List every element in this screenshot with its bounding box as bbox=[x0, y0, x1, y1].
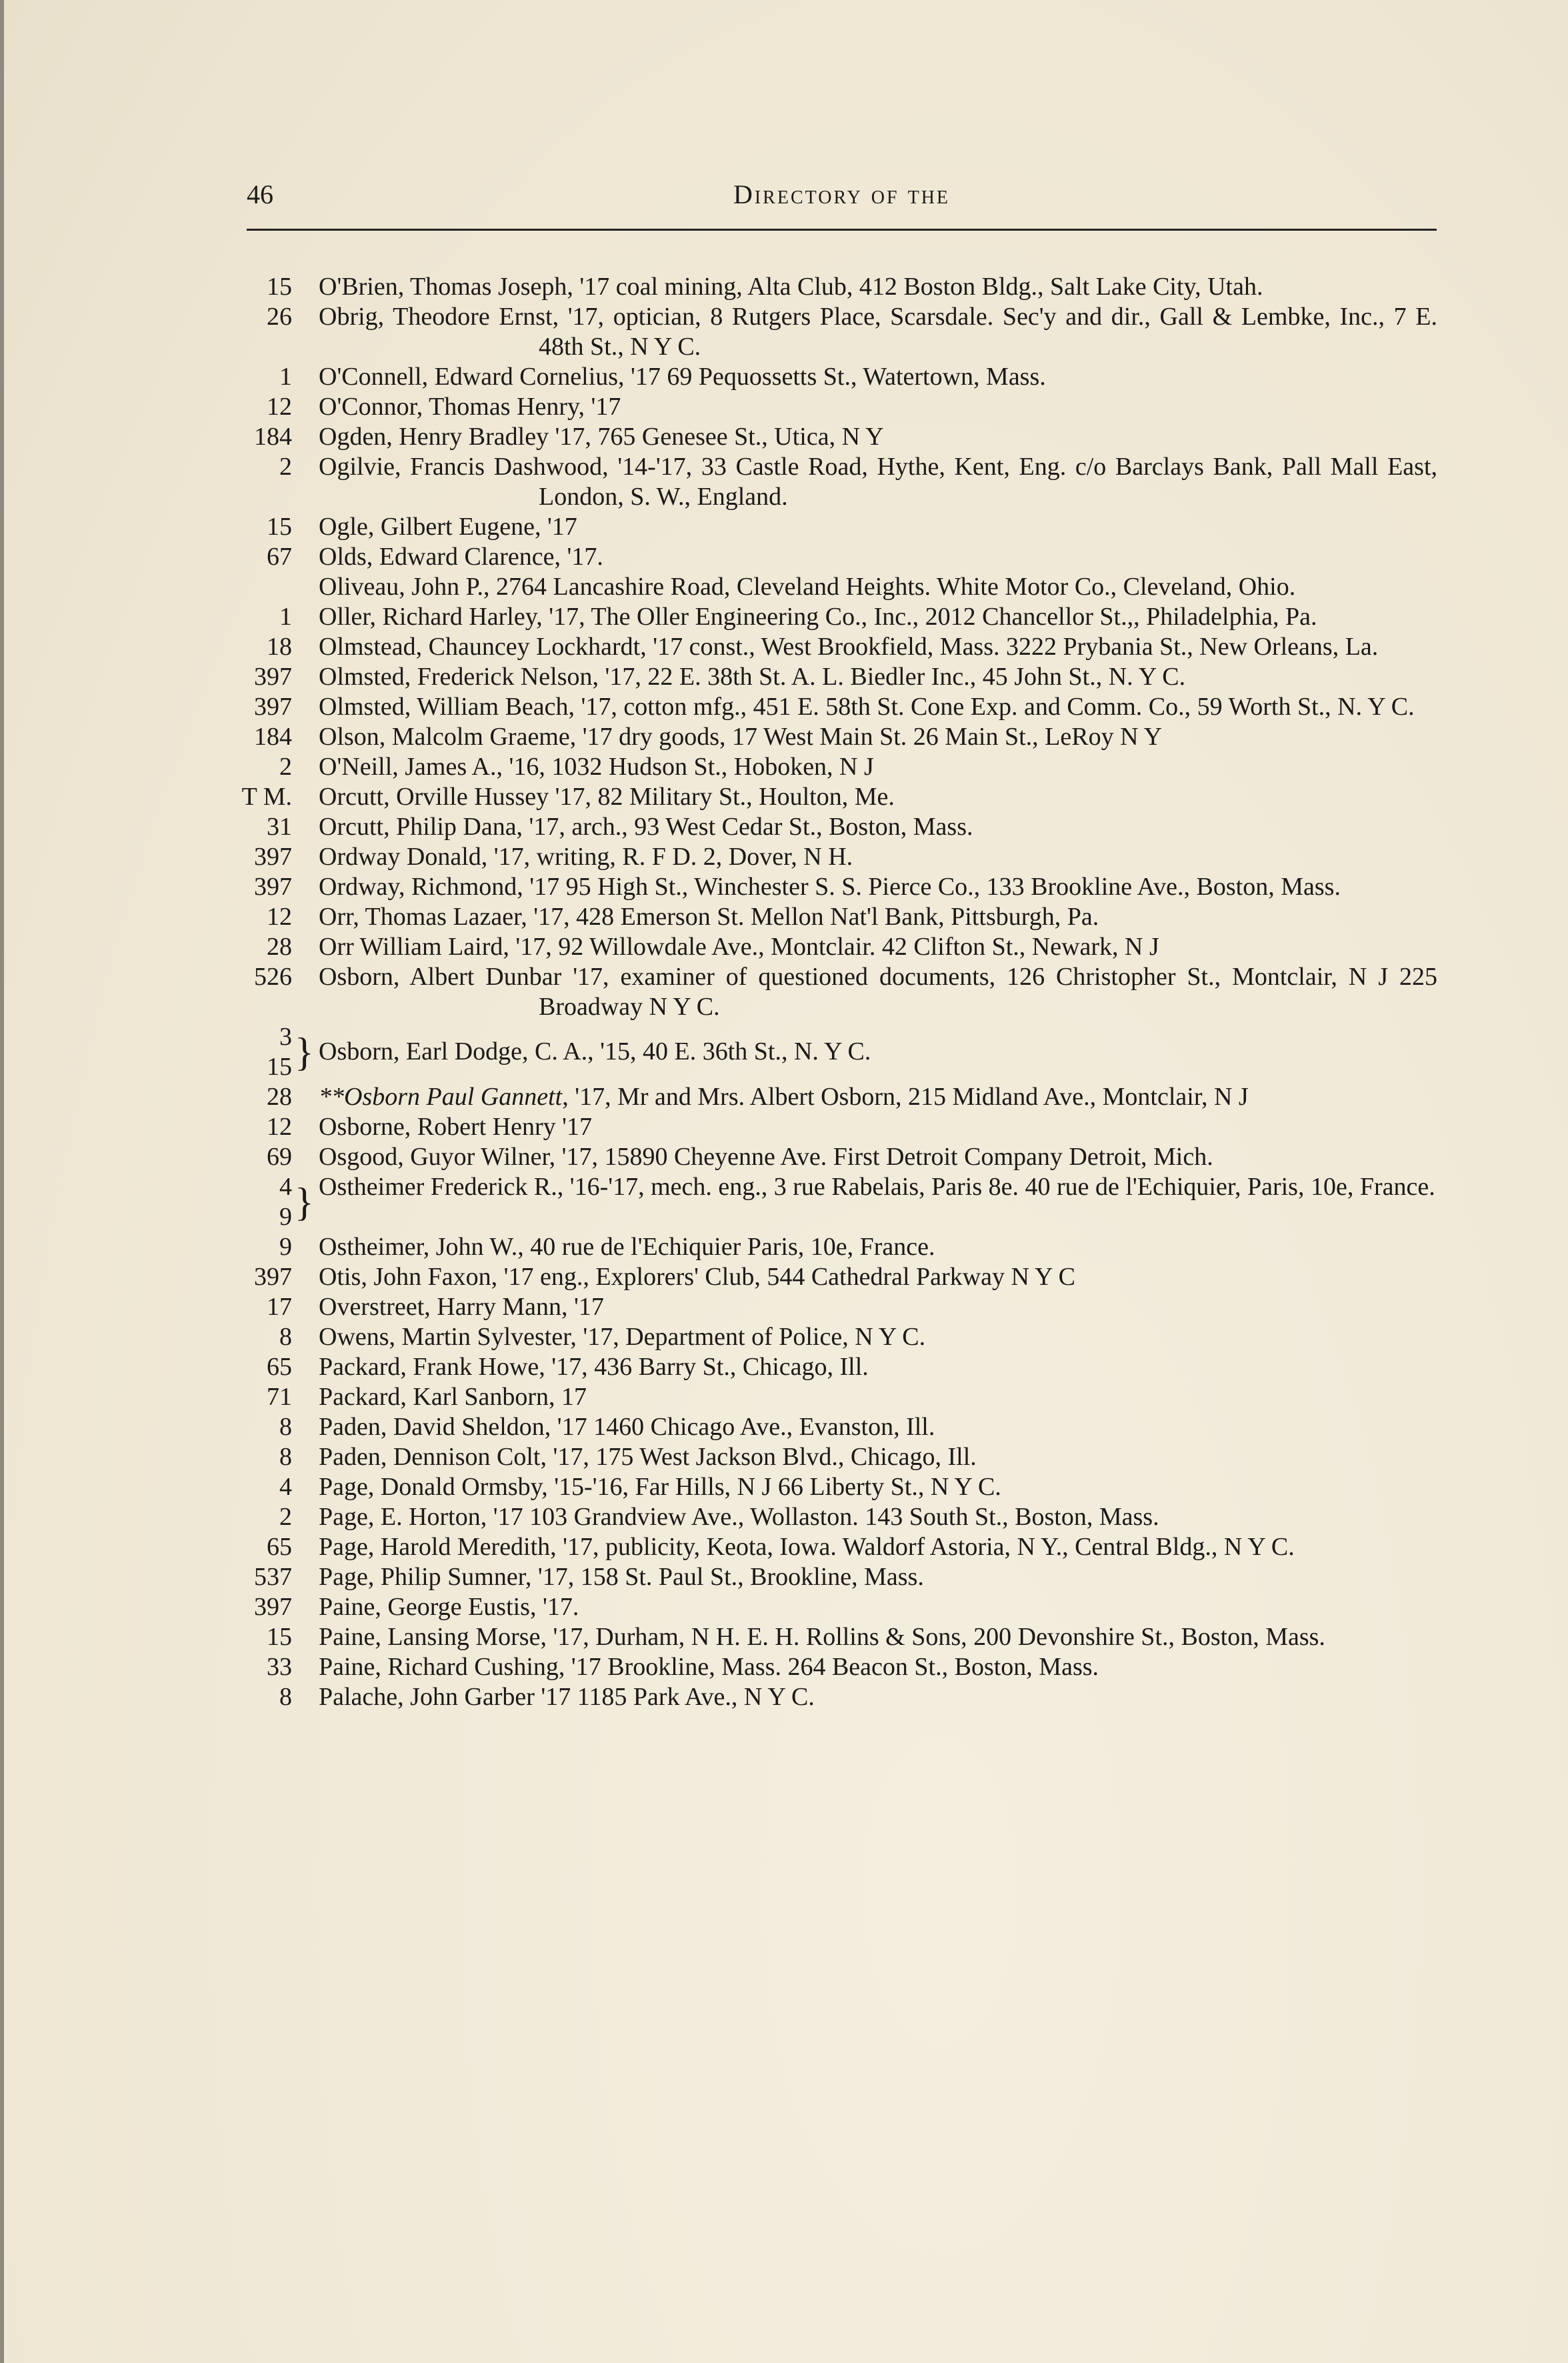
entry-text: Olmsted, William Beach, '17, cotton mfg., 451 E. 58th St. Cone Exp. and Comm. Co., 59 Worth St., N. Y C. bbox=[319, 693, 1415, 721]
entry-text: Osborne, Robert Henry '17 bbox=[319, 1113, 592, 1141]
entry-text: O'Connor, Thomas Henry, '17 bbox=[319, 393, 621, 421]
directory-entry bbox=[220, 512, 1437, 542]
entry-number: 17 bbox=[267, 1293, 292, 1321]
entry-number bbox=[220, 1022, 292, 1082]
directory-entry bbox=[220, 1322, 1437, 1352]
entry-number: 397 bbox=[254, 1263, 292, 1291]
directory-entry bbox=[220, 1562, 1437, 1592]
entry-text bbox=[319, 1082, 1437, 1112]
entry-text: O'Connell, Edward Cornelius, '17 69 Pequossetts St., Watertown, Mass. bbox=[319, 363, 1046, 391]
entry-text: Ordway, Richmond, '17 95 High St., Winchester S. S. Pierce Co., 133 Brookline Ave., Boston, Mass. bbox=[319, 873, 1341, 901]
entry-text: Ostheimer Frederick R., '16-'17, mech. eng., 3 rue Rabelais, Paris 8e. 40 rue de l'Echiquier, Paris, 10e, France. bbox=[319, 1173, 1435, 1201]
entry-number: 12 bbox=[267, 393, 292, 421]
directory-entry bbox=[220, 1382, 1437, 1412]
directory-entry bbox=[220, 932, 1437, 962]
entry-number-part: 9 bbox=[279, 1203, 292, 1231]
entry-text: Osborn, Albert Dunbar '17, examiner of questioned documents, 126 Christopher St., Montclair, N J 225 Broadway N Y C. bbox=[319, 963, 1437, 1021]
directory-entry bbox=[220, 632, 1437, 662]
entry-number: T M. bbox=[241, 783, 292, 811]
entry-text: Olmsted, Frederick Nelson, '17, 22 E. 38th St. A. L. Biedler Inc., 45 John St., N. Y C. bbox=[319, 663, 1186, 691]
entry-text: Orcutt, Philip Dana, '17, arch., 93 West Cedar St., Boston, Mass. bbox=[319, 813, 973, 841]
directory-entry bbox=[220, 422, 1437, 452]
directory-entry bbox=[220, 662, 1437, 692]
entry-number: 28 bbox=[267, 1083, 292, 1111]
entry-text: Packard, Frank Howe, '17, 436 Barry St., Chicago, Ill. bbox=[319, 1353, 869, 1381]
entry-text: Oller, Richard Harley, '17, The Oller Engineering Co., Inc., 2012 Chancellor St.,, Philadelphia, Pa. bbox=[319, 603, 1317, 631]
entry-number: 18 bbox=[267, 633, 292, 661]
entry-number: 2 bbox=[279, 1503, 292, 1531]
entry-number: 33 bbox=[267, 1653, 292, 1681]
entry-text: Ogilvie, Francis Dashwood, '14-'17, 33 Castle Road, Hythe, Kent, Eng. c/o Barclays Bank, Pall Mall East, London, S. W., England. bbox=[319, 453, 1437, 511]
entry-text: Overstreet, Harry Mann, '17 bbox=[319, 1293, 604, 1321]
entry-number: 8 bbox=[279, 1413, 292, 1441]
entry-name-italic: **Osborn Paul Gannett bbox=[319, 1083, 563, 1111]
entry-number: 31 bbox=[267, 813, 292, 841]
entry-text: Oliveau, John P., 2764 Lancashire Road, Cleveland Heights. White Motor Co., Cleveland, Ohio. bbox=[319, 573, 1296, 601]
directory-entry bbox=[220, 812, 1437, 842]
entry-number: 69 bbox=[267, 1143, 292, 1171]
directory-entries bbox=[220, 272, 1437, 1712]
entry-text: Page, Philip Sumner, '17, 158 St. Paul St., Brookline, Mass. bbox=[319, 1563, 924, 1591]
entry-text: Ordway Donald, '17, writing, R. F D. 2, Dover, N H. bbox=[319, 843, 853, 871]
entry-number: 2 bbox=[279, 453, 292, 481]
entry-number: 8 bbox=[279, 1323, 292, 1351]
entry-number: 71 bbox=[267, 1383, 292, 1411]
entry-text: Paine, Richard Cushing, '17 Brookline, Mass. 264 Beacon St., Boston, Mass. bbox=[319, 1653, 1099, 1681]
entry-number: 184 bbox=[254, 423, 292, 451]
entry-text: Ogden, Henry Bradley '17, 765 Genesee St., Utica, N Y bbox=[319, 423, 884, 451]
entry-number-part: 4 bbox=[279, 1173, 292, 1201]
entry-number: 4 bbox=[279, 1473, 292, 1501]
entry-text: Otis, John Faxon, '17 eng., Explorers' Club, 544 Cathedral Parkway N Y C bbox=[319, 1263, 1075, 1291]
entry-number: 15 bbox=[267, 513, 292, 541]
entry-text: Olmstead, Chauncey Lockhardt, '17 const., West Brookfield, Mass. 3222 Prybania St., New Orleans, La. bbox=[319, 633, 1379, 661]
entry-number: 15 bbox=[267, 1623, 292, 1651]
directory-entry bbox=[220, 902, 1437, 932]
header-rule bbox=[247, 229, 1437, 231]
directory-entry bbox=[220, 1442, 1437, 1472]
page-edge bbox=[0, 0, 4, 2363]
entry-number: 9 bbox=[279, 1233, 292, 1261]
entry-text: Owens, Martin Sylvester, '17, Department of Police, N Y C. bbox=[319, 1323, 926, 1351]
entry-text: Orcutt, Orville Hussey '17, 82 Military St., Houlton, Me. bbox=[319, 783, 895, 811]
directory-entry bbox=[220, 1532, 1437, 1562]
directory-entry bbox=[220, 1142, 1437, 1172]
entry-number bbox=[220, 1172, 292, 1232]
entry-text: Olson, Malcolm Graeme, '17 dry goods, 17 West Main St. 26 Main St., LeRoy N Y bbox=[319, 723, 1163, 751]
directory-entry bbox=[220, 1022, 1437, 1082]
entry-details: , '17, Mr and Mrs. Albert Osborn, 215 Midland Ave., Montclair, N J bbox=[562, 1083, 1249, 1111]
entry-text: Osborn, Earl Dodge, C. A., '15, 40 E. 36th St., N. Y C. bbox=[319, 1037, 871, 1065]
directory-entry bbox=[220, 722, 1437, 752]
entry-number: 12 bbox=[267, 1113, 292, 1141]
entry-number: 397 bbox=[254, 1593, 292, 1621]
entry-number: 8 bbox=[279, 1443, 292, 1471]
directory-entry bbox=[220, 1352, 1437, 1382]
directory-entry bbox=[220, 1292, 1437, 1322]
directory-entry bbox=[220, 362, 1437, 392]
entry-text: Ostheimer, John W., 40 rue de l'Echiquier Paris, 10e, France. bbox=[319, 1233, 935, 1261]
directory-entry bbox=[220, 1652, 1437, 1682]
directory-entry bbox=[220, 962, 1437, 1022]
entry-number: 12 bbox=[267, 903, 292, 931]
brace-mark: } bbox=[295, 1180, 314, 1224]
entry-number: 397 bbox=[254, 843, 292, 871]
entry-number: 397 bbox=[254, 663, 292, 691]
directory-entry bbox=[220, 1232, 1437, 1262]
entry-number: 15 bbox=[267, 273, 292, 301]
directory-entry bbox=[220, 1262, 1437, 1292]
entry-text: Paine, George Eustis, '17. bbox=[319, 1593, 579, 1621]
entry-number: 2 bbox=[279, 753, 292, 781]
entry-number: 1 bbox=[279, 603, 292, 631]
directory-entry bbox=[220, 782, 1437, 812]
page-number: 46 bbox=[247, 179, 273, 209]
entry-text: Paine, Lansing Morse, '17, Durham, N H. E. H. Rollins & Sons, 200 Devonshire St., Boston, Mass. bbox=[319, 1623, 1325, 1651]
entry-text: Olds, Edward Clarence, '17. bbox=[319, 543, 603, 571]
directory-entry bbox=[220, 542, 1437, 572]
directory-entry bbox=[220, 392, 1437, 422]
entry-text: Paden, Dennison Colt, '17, 175 West Jackson Blvd., Chicago, Ill. bbox=[319, 1443, 977, 1471]
entry-text: O'Brien, Thomas Joseph, '17 coal mining, Alta Club, 412 Boston Bldg., Salt Lake City, Utah. bbox=[319, 273, 1263, 301]
entry-text: Page, E. Horton, '17 103 Grandview Ave., Wollaston. 143 South St., Boston, Mass. bbox=[319, 1503, 1159, 1531]
directory-entry bbox=[220, 302, 1437, 362]
directory-entry bbox=[220, 872, 1437, 902]
entry-number: 28 bbox=[267, 933, 292, 961]
directory-entry bbox=[220, 1592, 1437, 1622]
entry-text: O'Neill, James A., '16, 1032 Hudson St., Hoboken, N J bbox=[319, 753, 874, 781]
entry-number-part: 3 bbox=[279, 1023, 292, 1051]
entry-text: Packard, Karl Sanborn, 17 bbox=[319, 1383, 587, 1411]
running-head: Directory of the bbox=[733, 179, 951, 209]
entry-number: 397 bbox=[254, 693, 292, 721]
directory-entry bbox=[220, 572, 1437, 602]
directory-entry bbox=[220, 1172, 1437, 1232]
directory-entry bbox=[220, 1082, 1437, 1112]
directory-entry bbox=[220, 1682, 1437, 1712]
entry-number: 65 bbox=[267, 1353, 292, 1381]
directory-entry bbox=[220, 842, 1437, 872]
entry-number: 184 bbox=[254, 723, 292, 751]
entry-number: 397 bbox=[254, 873, 292, 901]
directory-entry bbox=[220, 1622, 1437, 1652]
entry-number: 26 bbox=[267, 303, 292, 331]
entry-text: Ogle, Gilbert Eugene, '17 bbox=[319, 513, 577, 541]
directory-entry bbox=[220, 602, 1437, 632]
directory-entry bbox=[220, 692, 1437, 722]
directory-entry bbox=[220, 452, 1437, 512]
directory-entry bbox=[220, 752, 1437, 782]
entry-text: Page, Harold Meredith, '17, publicity, Keota, Iowa. Waldorf Astoria, N Y., Central Bldg., N Y C. bbox=[319, 1533, 1295, 1561]
entry-text: Paden, David Sheldon, '17 1460 Chicago Ave., Evanston, Ill. bbox=[319, 1413, 935, 1441]
directory-entry bbox=[220, 1472, 1437, 1502]
directory-entry bbox=[220, 1502, 1437, 1532]
entry-number-part: 15 bbox=[267, 1053, 292, 1081]
directory-entry bbox=[220, 272, 1437, 302]
entry-number: 65 bbox=[267, 1533, 292, 1561]
brace-mark: } bbox=[295, 1030, 314, 1074]
directory-entry bbox=[220, 1112, 1437, 1142]
entry-text: Orr, Thomas Lazaer, '17, 428 Emerson St. Mellon Nat'l Bank, Pittsburgh, Pa. bbox=[319, 903, 1099, 931]
entry-text: Obrig, Theodore Ernst, '17, optician, 8 Rutgers Place, Scarsdale. Sec'y and dir., Gall & Lembke, Inc., 7 E. 48th St., N Y C. bbox=[319, 303, 1437, 361]
entry-text: Orr William Laird, '17, 92 Willowdale Ave., Montclair. 42 Clifton St., Newark, N J bbox=[319, 933, 1159, 961]
entry-number: 8 bbox=[279, 1683, 292, 1711]
entry-number: 537 bbox=[254, 1563, 292, 1591]
entry-text: Osgood, Guyor Wilner, '17, 15890 Cheyenne Ave. First Detroit Company Detroit, Mich. bbox=[319, 1143, 1213, 1171]
entry-text: Palache, John Garber '17 1185 Park Ave., N Y C. bbox=[319, 1683, 815, 1711]
entry-number: 526 bbox=[254, 963, 292, 991]
entry-text: Page, Donald Ormsby, '15-'16, Far Hills, N J 66 Liberty St., N Y C. bbox=[319, 1473, 1001, 1501]
entry-number: 1 bbox=[279, 363, 292, 391]
directory-entry bbox=[220, 1412, 1437, 1442]
entry-number: 67 bbox=[267, 543, 292, 571]
